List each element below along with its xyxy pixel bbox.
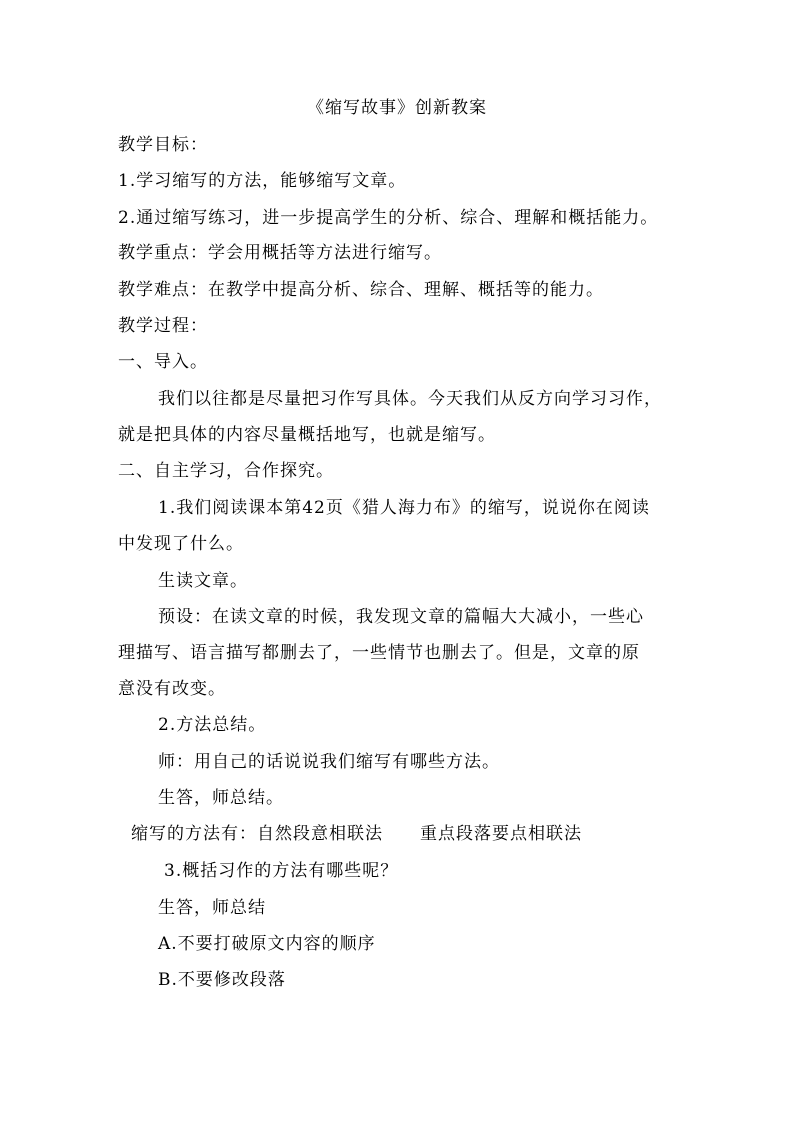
- teaching-process-heading: 教学过程：: [118, 316, 208, 336]
- teaching-difficulty: 教学难点：在教学中提高分析、综合、理解、概括等的能力。: [118, 280, 604, 300]
- student-answer-line: 生答，师总结。: [158, 788, 284, 808]
- preset-line-2: 理描写、语言描写都删去了，一些情节也删去了。但是，文章的原: [118, 643, 640, 663]
- intro-paragraph-line-1: 我们以往都是尽量把习作写具体。今天我们从反方向学习习作，: [158, 389, 662, 409]
- rule-item-a: A.不要打破原文内容的顺序: [158, 934, 376, 954]
- section-self-study-heading: 二、自主学习，合作探究。: [118, 461, 334, 481]
- teacher-prompt-line: 师：用自己的话说说我们缩写有哪些方法。: [158, 752, 500, 772]
- step-2-heading: 2.方法总结。: [158, 715, 267, 735]
- methods-line-part-2: 重点段落要点相联法: [420, 824, 582, 844]
- rule-item-b: B.不要修改段落: [158, 970, 286, 990]
- step-3-heading: 3.概括习作的方法有哪些呢？: [164, 861, 399, 881]
- preset-line-1: 预设：在读文章的时候，我发现文章的篇幅大大减小，一些心: [158, 607, 644, 627]
- teaching-goals-heading: 教学目标：: [118, 135, 208, 155]
- document-title: 《缩写故事》创新教案: [307, 98, 487, 118]
- students-read-line: 生读文章。: [158, 571, 248, 591]
- methods-line-part-1: 缩写的方法有：自然段意相联法: [131, 824, 383, 844]
- student-answer-line-2: 生答，师总结: [158, 898, 266, 918]
- goal-item-2: 2.通过缩写练习，进一步提高学生的分析、综合、理解和概括能力。: [118, 208, 659, 228]
- intro-paragraph-line-2: 就是把具体的内容尽量概括地写，也就是缩写。: [118, 425, 496, 445]
- step-1-line-1: 1.我们阅读课本第42页《猎人海力布》的缩写，说说你在阅读: [158, 498, 650, 518]
- preset-line-3: 意没有改变。: [118, 679, 226, 699]
- teaching-focus: 教学重点：学会用概括等方法进行缩写。: [118, 243, 442, 263]
- step-1-line-2: 中发现了什么。: [118, 534, 244, 554]
- goal-item-1: 1.学习缩写的方法，能够缩写文章。: [118, 171, 407, 191]
- section-intro-heading: 一、导入。: [118, 352, 208, 372]
